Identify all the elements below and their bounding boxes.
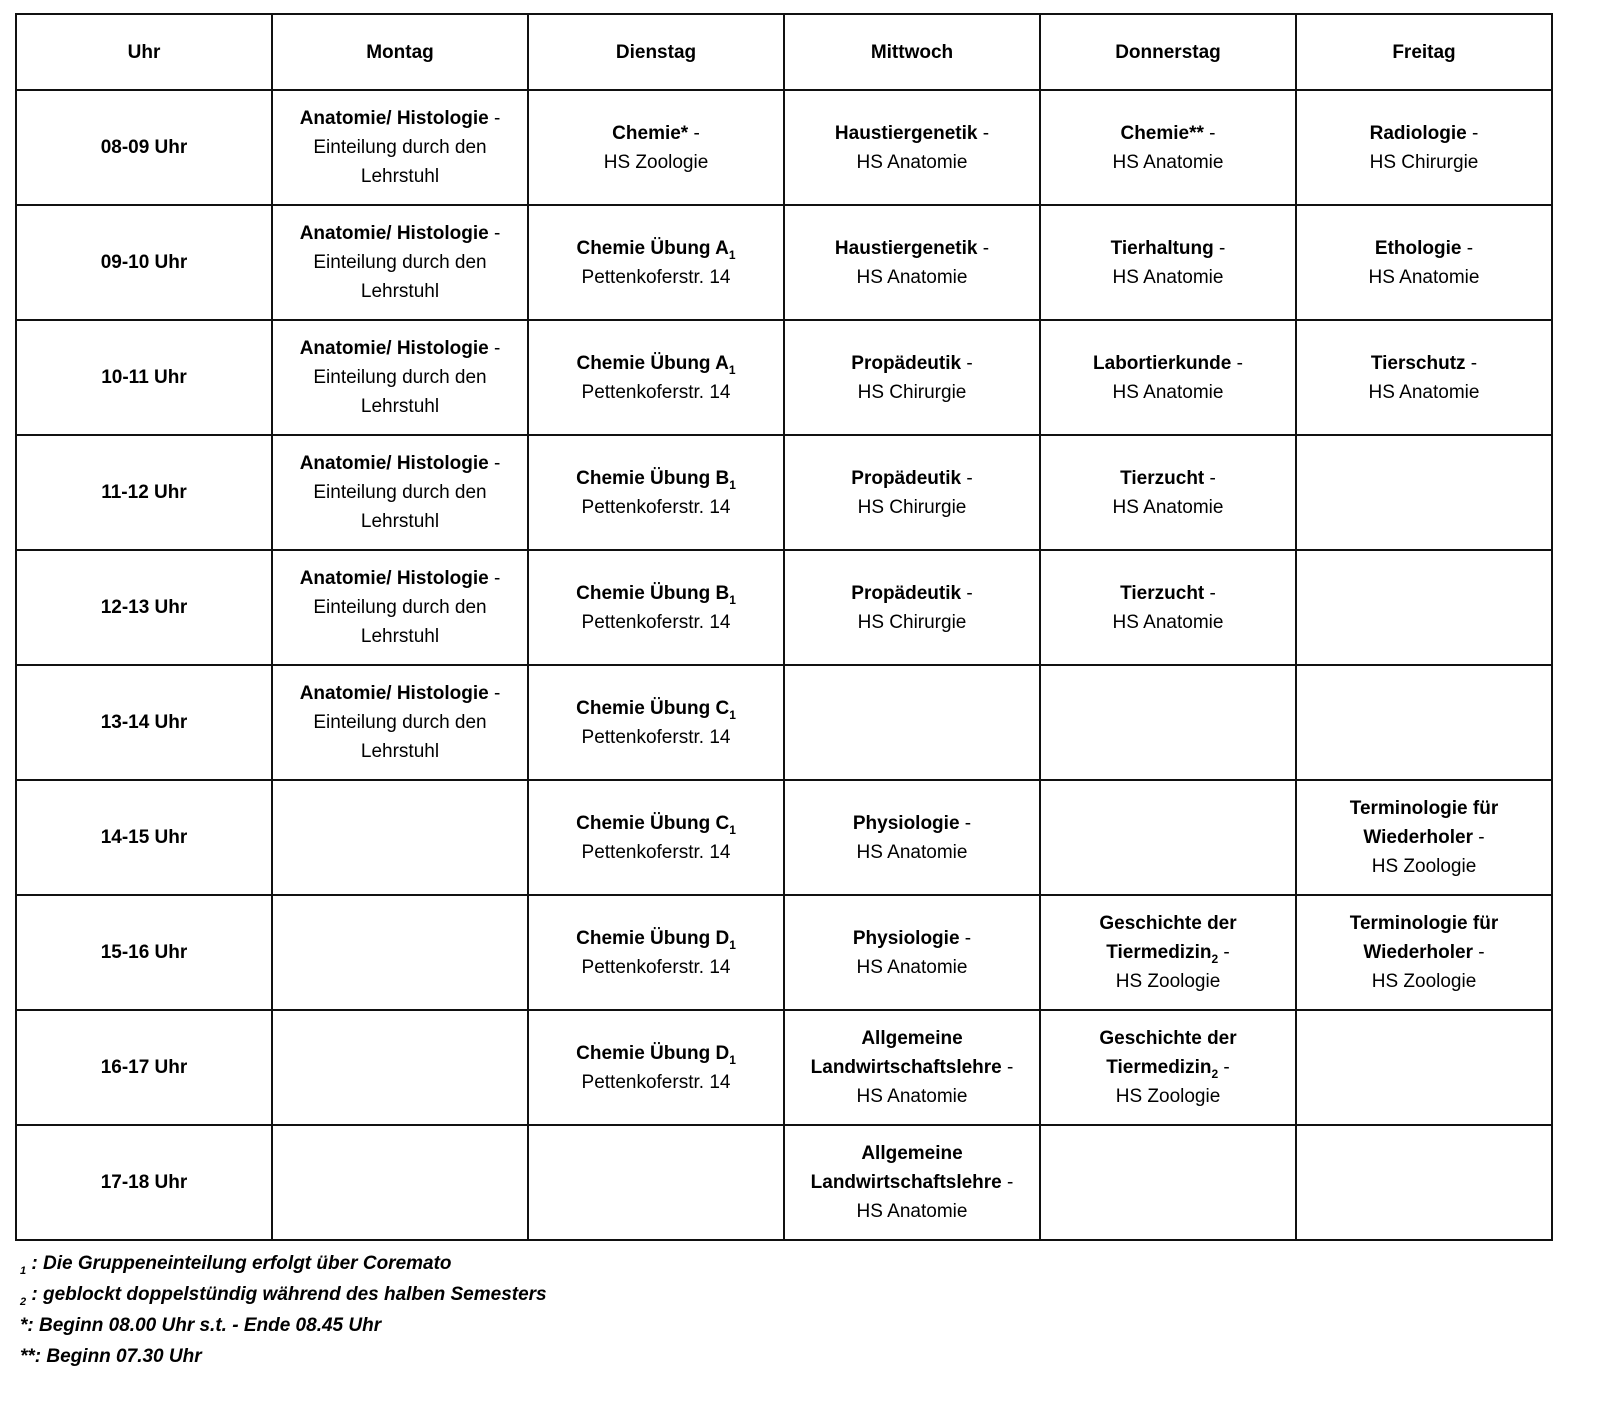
- empty-cell: [1040, 1125, 1296, 1240]
- course-name: Labortierkunde: [1093, 352, 1232, 374]
- footnote-marker: 1: [729, 592, 736, 607]
- separator: -: [977, 122, 990, 144]
- footnote-marker: 1: [729, 707, 736, 722]
- separator: -: [1466, 122, 1479, 144]
- course-location: HS Zoologie: [1115, 1086, 1221, 1107]
- course-cell: [528, 895, 784, 1010]
- table-row: [16, 1125, 1552, 1240]
- course-name: Anatomie/ Histologie: [299, 338, 489, 359]
- course-location: HS Anatomie: [856, 841, 968, 863]
- course-cell: [1296, 780, 1552, 895]
- course-location: HS Anatomie: [856, 266, 968, 288]
- time-slot: 16-17 Uhr: [16, 1010, 272, 1125]
- course-name: Anatomie/ Histologie: [299, 568, 489, 589]
- course-cell: [1296, 320, 1552, 435]
- course-cell: [272, 665, 528, 780]
- course-location: HS Anatomie: [1112, 496, 1224, 518]
- course-location: HS Anatomie: [1112, 611, 1224, 633]
- time-slot: 17-18 Uhr: [16, 1125, 272, 1240]
- course-name: Propädeutik: [851, 582, 962, 604]
- course-cell: [784, 90, 1040, 205]
- empty-cell: [1040, 665, 1296, 780]
- column-header: Mittwoch: [784, 14, 1040, 90]
- course-location: Einteilung durch den Lehrstuhl: [313, 482, 487, 532]
- separator: -: [1213, 237, 1226, 259]
- course-location: Pettenkoferstr. 14: [581, 726, 731, 748]
- course-name: Chemie Übung B: [576, 582, 730, 604]
- course-location: Pettenkoferstr. 14: [581, 381, 731, 403]
- column-header: Freitag: [1296, 14, 1552, 90]
- time-slot: 08-09 Uhr: [16, 90, 272, 205]
- course-location: HS Zoologie: [603, 151, 709, 173]
- footnote: [20, 1341, 547, 1372]
- separator: -: [688, 122, 700, 144]
- footnote-marker: 1: [729, 937, 736, 952]
- course-location: Pettenkoferstr. 14: [581, 841, 731, 863]
- time-slot: 15-16 Uhr: [16, 895, 272, 1010]
- course-name: Chemie Übung C: [576, 812, 730, 834]
- course-location: HS Anatomie: [1112, 151, 1224, 173]
- course-cell: [1040, 205, 1296, 320]
- separator: -: [961, 582, 973, 604]
- footnote-marker: 1: [729, 822, 736, 837]
- time-slot: 09-10 Uhr: [16, 205, 272, 320]
- course-location: HS Anatomie: [856, 1086, 968, 1107]
- course-cell: [1040, 435, 1296, 550]
- footnote-marker: 2: [1211, 951, 1219, 966]
- time-slot: 13-14 Uhr: [16, 665, 272, 780]
- separator: -: [977, 237, 990, 259]
- course-location: Pettenkoferstr. 14: [581, 956, 731, 978]
- course-name: Anatomie/ Histologie: [299, 683, 489, 704]
- course-location: HS Anatomie: [1112, 266, 1224, 288]
- empty-cell: [784, 665, 1040, 780]
- course-location: HS Anatomie: [856, 956, 968, 978]
- course-location: Einteilung durch den Lehrstuhl: [313, 137, 487, 187]
- table-row: [16, 895, 1552, 1010]
- course-name: Chemie Übung A: [576, 237, 729, 259]
- course-name: Physiologie: [852, 812, 960, 834]
- course-name: Haustiergenetik: [834, 237, 978, 259]
- course-location: HS Zoologie: [1371, 856, 1477, 877]
- course-location: HS Anatomie: [1368, 381, 1480, 403]
- footnote-text: *: Beginn 08.00 Uhr s.t. - Ende 08.45 Uhr: [20, 1315, 382, 1336]
- separator: -: [961, 467, 973, 489]
- footnote-marker: 1: [728, 362, 736, 377]
- course-name: Chemie Übung D: [576, 1042, 730, 1064]
- course-name: Terminologie für Wiederholer: [1349, 913, 1499, 963]
- empty-cell: [272, 1010, 528, 1125]
- separator: -: [1473, 827, 1485, 848]
- empty-cell: [1296, 550, 1552, 665]
- course-name: Geschichte der Tiermedizin: [1099, 913, 1237, 963]
- separator: -: [1204, 467, 1216, 489]
- table-row: [16, 90, 1552, 205]
- course-cell: [272, 90, 528, 205]
- course-name: Propädeutik: [851, 467, 962, 489]
- time-slot: 10-11 Uhr: [16, 320, 272, 435]
- separator: -: [1204, 582, 1216, 604]
- separator: -: [1001, 1057, 1014, 1078]
- empty-cell: [272, 780, 528, 895]
- empty-cell: [272, 895, 528, 1010]
- separator: -: [1465, 352, 1478, 374]
- course-location: Einteilung durch den Lehrstuhl: [313, 597, 487, 647]
- empty-cell: [1040, 780, 1296, 895]
- course-name: Physiologie: [852, 927, 960, 949]
- course-cell: [528, 90, 784, 205]
- table-row: [16, 435, 1552, 550]
- course-cell: [528, 320, 784, 435]
- course-cell: [784, 1125, 1040, 1240]
- separator: -: [1218, 942, 1230, 963]
- course-location: HS Zoologie: [1371, 971, 1477, 992]
- table-row: [16, 205, 1552, 320]
- course-location: HS Chirurgie: [857, 611, 967, 633]
- separator: -: [959, 812, 972, 834]
- course-name: Anatomie/ Histologie: [299, 108, 489, 129]
- course-cell: [1040, 1010, 1296, 1125]
- separator: -: [488, 223, 501, 244]
- course-cell: [528, 665, 784, 780]
- footnote: [20, 1310, 547, 1341]
- course-cell: [1040, 320, 1296, 435]
- course-cell: [272, 435, 528, 550]
- separator: -: [488, 338, 501, 359]
- footnote: [20, 1279, 547, 1310]
- separator: -: [488, 453, 501, 474]
- course-name: Ethologie: [1374, 237, 1462, 259]
- course-name: Chemie Übung A: [576, 352, 729, 374]
- course-name: Allgemeine Landwirtschaftslehre: [810, 1143, 1002, 1193]
- timetable: [15, 13, 1553, 1241]
- course-name: Tierhaltung: [1110, 237, 1214, 259]
- course-cell: [1296, 205, 1552, 320]
- footnote-marker: 1: [729, 1052, 736, 1067]
- course-name: Chemie Übung D: [576, 927, 730, 949]
- course-cell: [784, 205, 1040, 320]
- empty-cell: [1296, 665, 1552, 780]
- footnote-marker: 1: [20, 1264, 27, 1277]
- course-location: Pettenkoferstr. 14: [581, 611, 731, 633]
- time-slot: 11-12 Uhr: [16, 435, 272, 550]
- course-name: Tierschutz: [1370, 352, 1466, 374]
- separator: -: [1461, 237, 1474, 259]
- course-cell: [528, 550, 784, 665]
- separator: -: [1218, 1057, 1230, 1078]
- time-slot: 12-13 Uhr: [16, 550, 272, 665]
- separator: -: [1473, 942, 1485, 963]
- course-name: Chemie Übung B: [576, 467, 730, 489]
- course-cell: [272, 320, 528, 435]
- course-name: Chemie*: [612, 122, 689, 144]
- course-name: Radiologie: [1369, 122, 1467, 144]
- course-cell: [1040, 90, 1296, 205]
- course-location: Pettenkoferstr. 14: [581, 496, 731, 518]
- course-location: HS Chirurgie: [857, 496, 967, 518]
- table-row: [16, 550, 1552, 665]
- footnote-text: : Die Gruppeneinteilung erfolgt über Coremato: [26, 1253, 452, 1274]
- table-row: [16, 1010, 1552, 1125]
- course-cell: [784, 320, 1040, 435]
- course-cell: [1040, 895, 1296, 1010]
- course-name: Propädeutik: [851, 352, 962, 374]
- column-header: Uhr: [16, 14, 272, 90]
- table-row: [16, 320, 1552, 435]
- empty-cell: [1296, 1125, 1552, 1240]
- course-cell: [528, 435, 784, 550]
- course-cell: [1296, 90, 1552, 205]
- course-name: Tierzucht: [1120, 582, 1205, 604]
- separator: -: [1203, 122, 1216, 144]
- course-location: HS Anatomie: [1112, 381, 1224, 403]
- course-location: HS Anatomie: [856, 151, 968, 173]
- separator: -: [1001, 1172, 1014, 1193]
- course-name: Chemie**: [1120, 122, 1204, 144]
- course-location: HS Zoologie: [1115, 971, 1221, 992]
- empty-cell: [1296, 435, 1552, 550]
- course-cell: [1296, 895, 1552, 1010]
- course-cell: [784, 895, 1040, 1010]
- course-cell: [272, 205, 528, 320]
- course-name: Haustiergenetik: [834, 122, 978, 144]
- footnote-text: : geblockt doppelstündig während des halben Semesters: [26, 1284, 547, 1305]
- course-name: Allgemeine Landwirtschaftslehre: [810, 1028, 1002, 1078]
- course-location: Pettenkoferstr. 14: [581, 266, 731, 288]
- course-cell: [784, 780, 1040, 895]
- separator: -: [1231, 352, 1243, 374]
- course-location: Einteilung durch den Lehrstuhl: [313, 712, 487, 762]
- empty-cell: [1296, 1010, 1552, 1125]
- separator: -: [959, 927, 972, 949]
- footnote-text: **: Beginn 07.30 Uhr: [20, 1346, 202, 1367]
- course-location: HS Chirurgie: [1369, 151, 1479, 173]
- course-name: Geschichte der Tiermedizin: [1099, 1028, 1237, 1078]
- footnote-marker: 2: [1211, 1066, 1219, 1081]
- footnotes: [20, 1248, 547, 1372]
- course-cell: [528, 1010, 784, 1125]
- course-cell: [528, 780, 784, 895]
- table-row: [16, 780, 1552, 895]
- footnote: [20, 1248, 547, 1279]
- course-cell: [1040, 550, 1296, 665]
- time-slot: 14-15 Uhr: [16, 780, 272, 895]
- column-header: Montag: [272, 14, 528, 90]
- course-name: Anatomie/ Histologie: [299, 453, 489, 474]
- empty-cell: [528, 1125, 784, 1240]
- separator: -: [488, 108, 501, 129]
- column-header: Dienstag: [528, 14, 784, 90]
- course-location: Einteilung durch den Lehrstuhl: [313, 367, 487, 417]
- empty-cell: [272, 1125, 528, 1240]
- course-location: HS Anatomie: [1368, 266, 1480, 288]
- course-cell: [272, 550, 528, 665]
- column-header: Donnerstag: [1040, 14, 1296, 90]
- course-name: Chemie Übung C: [576, 697, 730, 719]
- course-location: Einteilung durch den Lehrstuhl: [313, 252, 487, 302]
- course-location: Pettenkoferstr. 14: [581, 1071, 731, 1093]
- course-name: Anatomie/ Histologie: [299, 223, 489, 244]
- separator: -: [961, 352, 973, 374]
- course-name: Tierzucht: [1120, 467, 1205, 489]
- separator: -: [488, 568, 501, 589]
- course-name: Terminologie für Wiederholer: [1349, 798, 1499, 848]
- course-location: HS Chirurgie: [857, 381, 967, 403]
- footnote-marker: 2: [20, 1295, 27, 1308]
- table-row: [16, 665, 1552, 780]
- course-location: HS Anatomie: [856, 1201, 968, 1222]
- separator: -: [488, 683, 501, 704]
- footnote-marker: 1: [728, 247, 736, 262]
- course-cell: [528, 205, 784, 320]
- course-cell: [784, 435, 1040, 550]
- course-cell: [784, 1010, 1040, 1125]
- course-cell: [784, 550, 1040, 665]
- header-row: [16, 14, 1552, 90]
- footnote-marker: 1: [729, 477, 736, 492]
